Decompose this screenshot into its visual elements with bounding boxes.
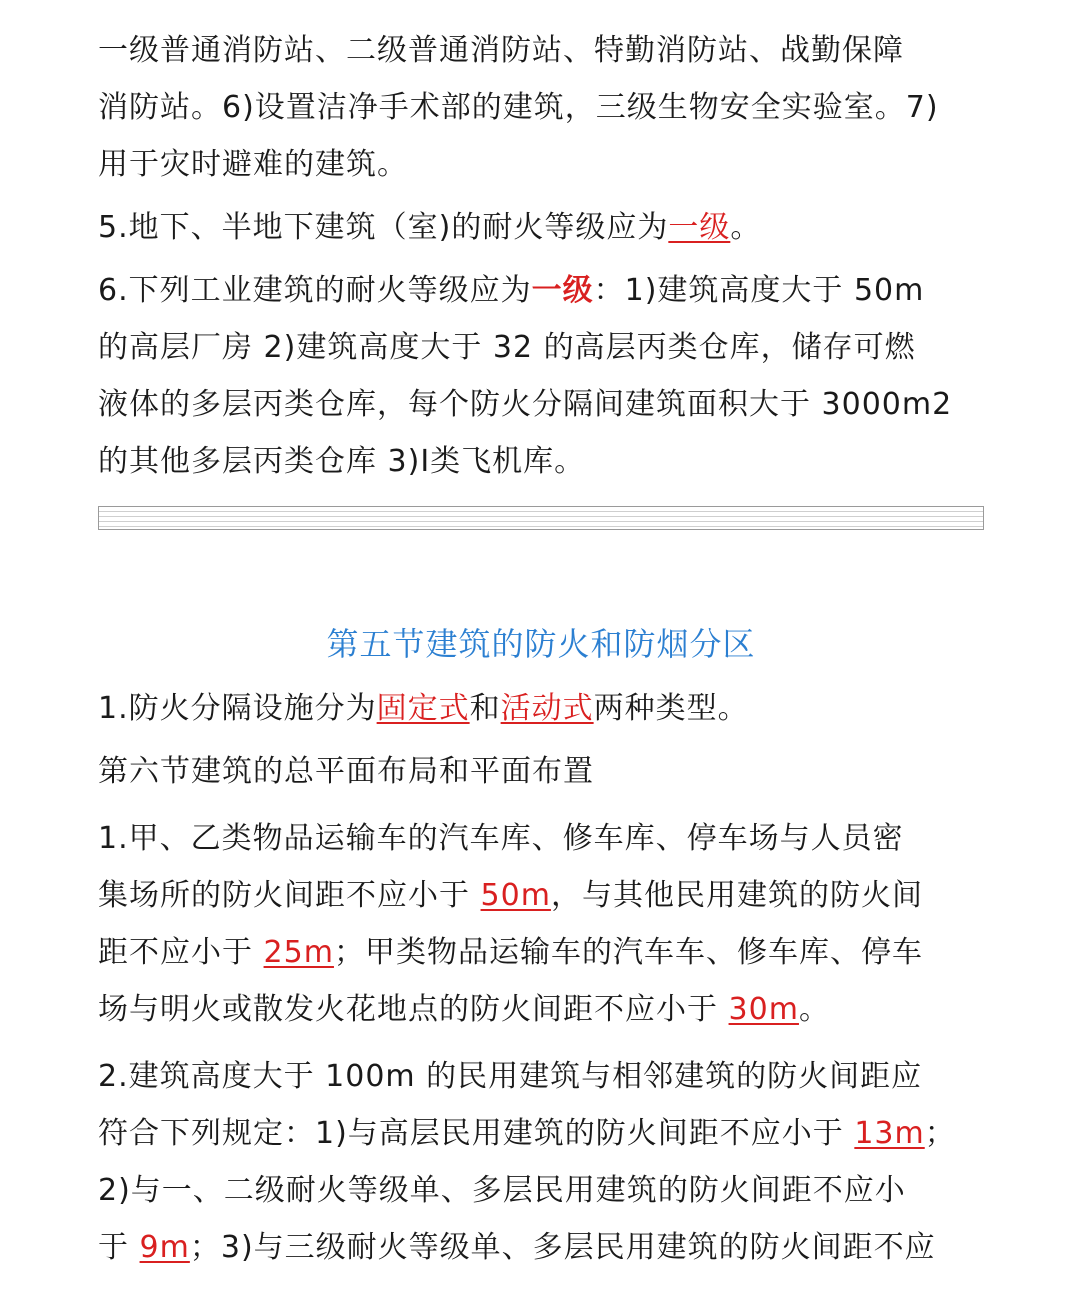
item-6-text: 6.下列工业建筑的耐火等级应为 [98,273,532,308]
item-5-paragraph [98,199,984,256]
section-5-item-1 [98,680,984,737]
section-5-item-1-text: 1.防火分隔设施分为 [98,691,377,726]
text-segment: 符合下列规定：1)与高层民用建筑的防火间距不应小于 [98,1116,855,1151]
answer-fixed-type: 固定式 [376,691,470,726]
answer-13m: 13m [854,1116,925,1151]
text-line: 用于灾时避难的建筑。 [98,147,408,182]
text-segment: 。 [798,992,830,1027]
text-line [98,867,984,924]
section-divider [98,506,984,530]
document-page [98,22,984,1276]
text-line [98,924,984,981]
text-line [98,262,984,319]
answer-9m: 9m [139,1230,190,1265]
text-line [98,1219,984,1276]
text-segment: ，与其他民用建筑的防火间 [550,878,923,913]
text-segment: ；甲类物品运输车的汽车车、修车库、停车 [333,935,923,970]
answer-50m: 50m [480,878,551,913]
text-line: 消防站。6)设置洁净手术部的建筑，三级生物安全实验室。7) [98,90,939,125]
text-segment: ； [924,1116,956,1151]
section-6-item-2 [98,1048,984,1276]
item-5-text: 5.地下、半地下建筑（室)的耐火等级应为 [98,210,669,245]
text-line: 的其他多层丙类仓库 3)Ⅰ类飞机库。 [98,444,586,479]
text-line [98,680,984,737]
text-segment: 场与明火或散发火花地点的防火间距不应小于 [98,992,729,1027]
intro-paragraph [98,22,984,193]
section-6-title: 第六节建筑的总平面布局和平面布置 [98,754,594,789]
answer-movable-type: 活动式 [500,691,594,726]
text-segment: 于 [98,1230,140,1265]
item-6-answer: 一级 [531,273,594,308]
text-segment: ；3)与三级耐火等级单、多层民用建筑的防火间距不应 [189,1230,936,1265]
section-5-title: 第五节建筑的防火和防烟分区 [326,625,756,663]
section-5-item-1-mid: 和 [469,691,501,726]
text-line: 液体的多层丙类仓库，每个防火分隔间建筑面积大于 3000m2 [98,387,953,422]
text-line: 一级普通消防站、二级普通消防站、特勤消防站、战勤保障 [98,33,904,68]
text-line: 1.甲、乙类物品运输车的汽车库、修车库、停车场与人员密 [98,821,904,856]
answer-25m: 25m [263,935,334,970]
section-5-item-1-end: 两种类型。 [593,691,749,726]
section-6-item-1 [98,810,984,1038]
item-5-answer: 一级 [668,210,731,245]
answer-30m: 30m [728,992,799,1027]
item-6-paragraph [98,262,984,490]
text-segment: 距不应小于 [98,935,264,970]
text-line: 2)与一、二级耐火等级单、多层民用建筑的防火间距不应小 [98,1173,906,1208]
text-line [98,1105,984,1162]
text-line [98,199,984,256]
text-line [98,981,984,1038]
item-5-text-end: 。 [730,210,762,245]
text-line: 的高层厂房 2)建筑高度大于 32 的高层丙类仓库，储存可燃 [98,330,916,365]
item-6-text-cont: ：1)建筑高度大于 50m [593,273,925,308]
text-line: 2.建筑高度大于 100m 的民用建筑与相邻建筑的防火间距应 [98,1059,923,1094]
text-segment: 集场所的防火间距不应小于 [98,878,481,913]
